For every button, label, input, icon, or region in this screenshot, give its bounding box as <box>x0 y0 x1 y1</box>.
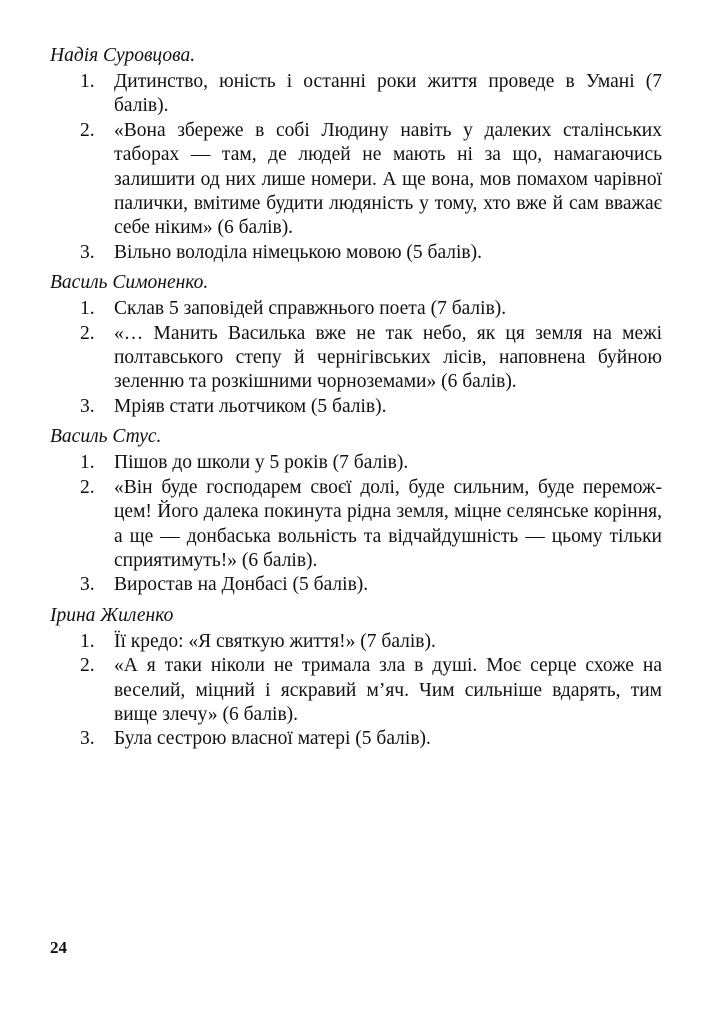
item-text: Мріяв стати льотчиком (5 балів). <box>114 395 387 417</box>
numbered-list <box>50 451 662 597</box>
item-text: Була сестрою власної матері (5 балів). <box>114 728 431 750</box>
list-item <box>50 70 662 119</box>
list-item <box>50 476 662 574</box>
item-number: 2. <box>80 655 95 677</box>
list-item <box>50 654 662 727</box>
item-text: «… Манить Василька вже не так небо, як ця земля на межі полтавського степу й чернігівських лісів, наповнена буйною зеленню та розкішними чорноземами» (6 балів). <box>114 322 662 393</box>
list-item <box>50 630 662 654</box>
section-stus <box>50 425 662 597</box>
item-number: 3. <box>80 728 95 750</box>
item-number: 2. <box>80 476 95 498</box>
numbered-list <box>50 630 662 752</box>
section-symonenko <box>50 271 662 419</box>
item-number: 2. <box>80 119 95 141</box>
item-number: 3. <box>80 574 95 596</box>
author-heading: Василь Стус. <box>50 426 162 448</box>
item-number: 1. <box>80 298 95 320</box>
list-item <box>50 727 662 751</box>
item-number: 2. <box>80 322 95 344</box>
list-item <box>50 451 662 475</box>
page-number: 24 <box>50 938 67 957</box>
item-text: Її кредо: «Я святкую життя!» (7 балів). <box>114 630 436 652</box>
author-heading: Надія Суровцова. <box>50 45 196 66</box>
author-heading: Василь Симоненко. <box>50 272 209 294</box>
list-item <box>50 119 662 241</box>
item-text: «А я таки ніколи не тримала зла в душі. Моє серце схоже на веселий, міцний і яскравий м’яч. Чим сильніше вдарять, тим вище злечу» (6 балів). <box>114 655 662 725</box>
list-item <box>50 241 662 265</box>
numbered-list <box>50 297 662 419</box>
item-number: 1. <box>80 630 95 652</box>
section-zhylenko <box>50 604 662 752</box>
item-text: Пішов до школи у 5 років (7 балів). <box>114 452 409 474</box>
item-number: 3. <box>80 241 95 263</box>
item-number: 1. <box>80 452 95 474</box>
item-text: Вільно володіла німецькою мовою (5 балів). <box>114 241 482 263</box>
numbered-list <box>50 70 662 265</box>
page-body <box>50 44 662 758</box>
section-surovtsova <box>50 44 662 265</box>
item-text: Склав 5 заповідей справжнього поета (7 балів). <box>114 298 507 320</box>
item-text: Дитинство, юність і останні роки життя проведе в Умані (7 балів). <box>114 71 662 117</box>
item-number: 3. <box>80 395 95 417</box>
list-item <box>50 395 662 419</box>
item-text: «Він буде господарем своєї долі, буде сильним, буде перемож-цем! Його далека покинута рідна земля, міцне селянське коріння, а ще — донбаська вольність та відчайдушність — цьому тільки сприятимуть!» (6 балів). <box>114 476 662 571</box>
list-item <box>50 297 662 321</box>
list-item <box>50 573 662 597</box>
item-text: «Вона збереже в собі Людину навіть у далеких сталінських таборах — там, де людей не мають ні за що, намагаючись залишити од них лише номери. А ще вона, мов помахом чарівної палички, вмітиме будити людяність у тому, хто вже й сам вважає себе ніким» (6 балів). <box>114 119 662 239</box>
item-text: Виростав на Донбасі (5 балів). <box>114 574 369 596</box>
author-heading: Ірина Жиленко <box>50 604 174 626</box>
list-item <box>50 322 662 395</box>
item-number: 1. <box>80 71 95 92</box>
